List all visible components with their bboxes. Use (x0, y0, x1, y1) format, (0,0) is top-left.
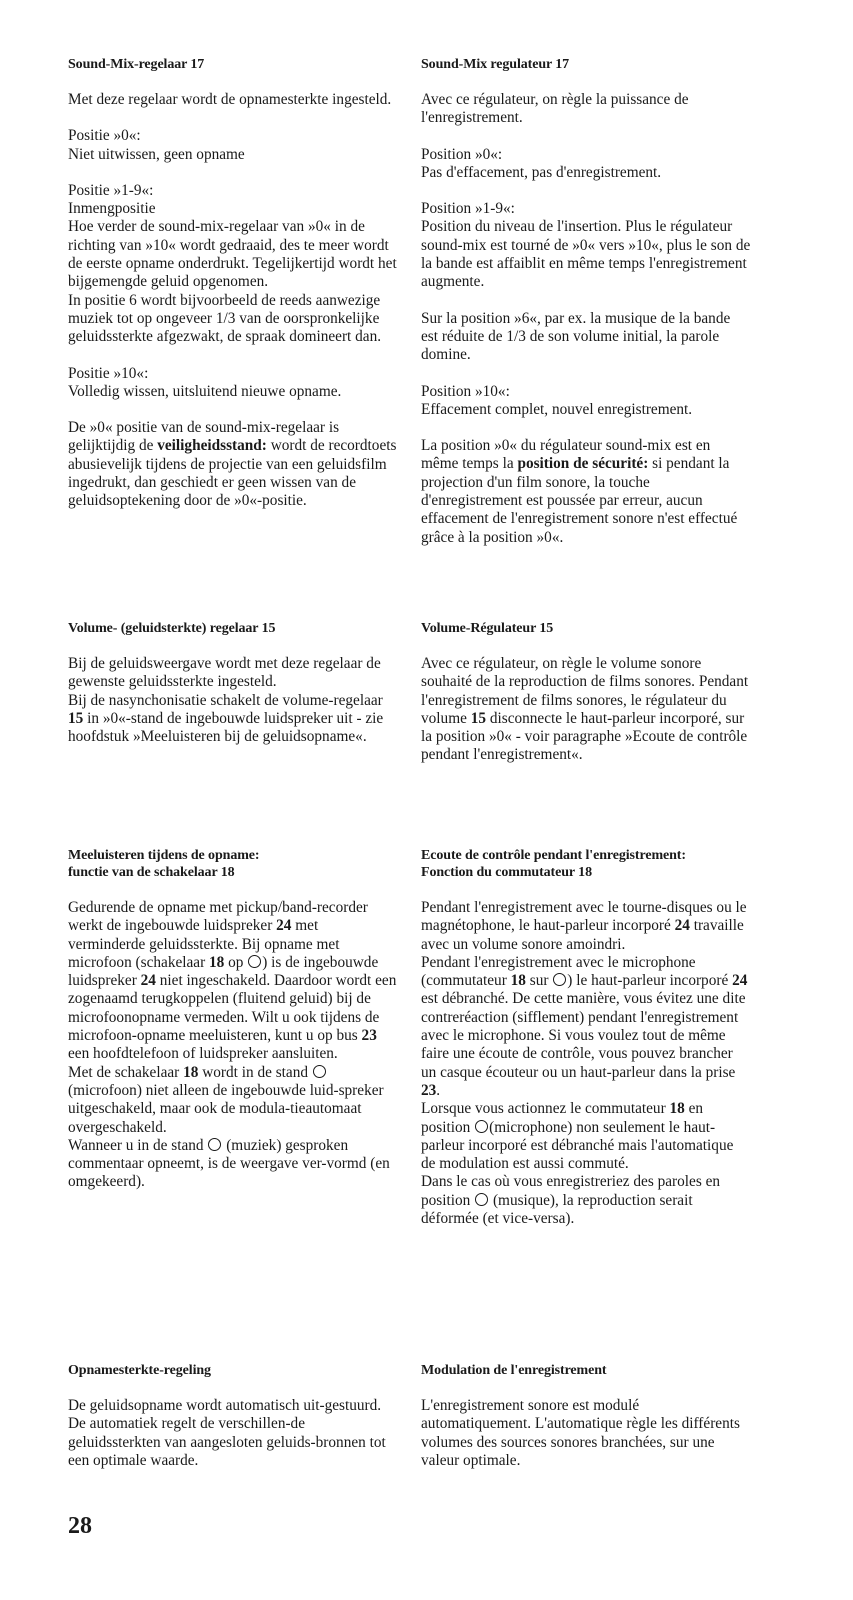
fr-volume-text-1: Avec ce régulateur, on règle le volume sonore souhaité de la reproduction de films sonores. Pendant l'enregistrement de films sonores, le régulateur du volume (421, 655, 749, 727)
nl-position-0-text: Niet uitwissen, geen opname (68, 145, 245, 163)
nl-monitoring-text (68, 899, 398, 1192)
nl-position-10-text: Volledig wissen, uitsluitend nieuwe opname. (68, 382, 342, 400)
fr-mon-t7: . (436, 1081, 441, 1099)
fr-mon-t6: est débranché. De cette manière, vous évitez une dite contreréaction (sifflement) pendant l'enregistrement avec le microphone. Si vous voulez tout de même faire une écoute de contrôle, vous pouvez brancher un casque écouteur ou un haut-parleur dans la prise (421, 990, 746, 1081)
fr-position-0-label: Position »0«: (421, 145, 503, 163)
nl-mon-t6: een hoofdtelefoon of luidspreker aansluiten. (68, 1045, 338, 1063)
nl-recording-level-text: De geluidsopname wordt automatisch uit-gestuurd. De automatiek regelt de verschillen-de geluidssterkten van aangesloten geluids-bronnen tot een optimale waarde. (68, 1397, 386, 1469)
nl-position-1-9 (68, 182, 398, 347)
fr-mon-t5: ) le haut-parleur incorporé (567, 972, 733, 990)
music-symbol-icon (208, 1138, 221, 1151)
fr-monitoring-title (421, 847, 751, 881)
fr-volume-ref-15: 15 (470, 709, 487, 727)
nl-sound-mix-title: Sound-Mix-regelaar 17 (68, 57, 205, 72)
nl-monitoring-section (68, 847, 398, 1210)
fr-mon-t10: (microphone) non seulement le haut-parleur incorporé est débranché mais l'automatique de modulation est aussi commuté. (421, 1118, 734, 1173)
nl-safety-text-2: wordt de recordtoets abusievelijk tijdens de projectie van een geluidsfilm ingedrukt, dan geschiedt er geen wissen van de geluidsoptekening door de »0«-positie. (68, 437, 397, 510)
fr-volume-text (421, 655, 751, 765)
fr-mon-b5: 18 (669, 1100, 685, 1118)
fr-monitoring-text (421, 899, 751, 1228)
nl-volume-line2-a: Bij de nasynchonisatie schakelt de volume-regelaar (68, 691, 383, 709)
nl-mon-b3: 24 (140, 972, 156, 990)
nl-volume-section (68, 620, 398, 764)
fr-monitoring-section (421, 847, 751, 1246)
nl-mon-t10: Wanneer u in de stand (68, 1136, 208, 1154)
nl-safety-paragraph (68, 419, 398, 510)
fr-mon-t4: sur (525, 972, 553, 990)
fr-mon-t2: travaille avec un volume sonore amoindri. (421, 917, 744, 953)
fr-position-1-9-label: Position »1-9«: (421, 200, 515, 218)
nl-position-0 (68, 127, 398, 164)
microphone-symbol-icon (248, 955, 261, 968)
nl-sound-mix-section (68, 56, 398, 529)
fr-position-10-text: Effacement complet, nouvel enregistrement. (421, 400, 693, 418)
nl-mon-t7: Met de schakelaar (68, 1063, 184, 1081)
fr-monitoring-title-line2: Fonction du commutateur 18 (421, 865, 592, 880)
fr-sound-mix-intro: Avec ce régulateur, on règle la puissance de l'enregistrement. (421, 91, 689, 127)
fr-mon-t8: Lorsque vous actionnez le commutateur (421, 1100, 670, 1118)
fr-sound-mix-title: Sound-Mix regulateur 17 (421, 57, 570, 72)
fr-position-0 (421, 146, 751, 183)
fr-mon-t9: en position (421, 1100, 704, 1136)
nl-volume-ref-15: 15 (68, 709, 84, 727)
nl-safety-text-1: De »0« positie van de sound-mix-regelaar is gelijktijdig de (68, 419, 340, 455)
nl-volume-text (68, 655, 398, 746)
nl-mon-b5: 18 (183, 1063, 199, 1081)
nl-volume-line1: Bij de geluidsweergave wordt met deze regelaar de gewenste geluidssterkte ingesteld. (68, 655, 381, 691)
nl-mon-b4: 23 (361, 1027, 377, 1045)
nl-recording-level-section (68, 1362, 398, 1488)
fr-mon-b4: 23 (421, 1081, 437, 1099)
fr-position-10-label: Position »10«: (421, 382, 510, 400)
nl-monitoring-title (68, 847, 398, 881)
fr-position-0-text: Pas d'effacement, pas d'enregistrement. (421, 163, 662, 181)
nl-safety-bold: veiligheidsstand: (157, 437, 267, 455)
fr-safety-text-1: La position »0« du régulateur sound-mix est en même temps la (421, 437, 711, 473)
nl-sound-mix-intro: Met deze regelaar wordt de opnamesterkte ingesteld. (68, 91, 392, 108)
fr-safety-bold: position de sécurité: (517, 455, 649, 473)
fr-safety-paragraph (421, 437, 751, 547)
fr-mon-b3: 24 (732, 972, 748, 990)
fr-safety-text-2: si pendant la projection d'un film sonore, la touche d'enregistrement est poussée par erreur, aucun effacement de l'enregistrement sonore n'est effectué grâce à la position »0«. (421, 455, 738, 546)
fr-recording-level-section (421, 1362, 751, 1488)
nl-mon-t9: (microfoon) niet alleen de ingebouwde luid-spreker uitgeschakeld, maar ook de modula-tieautomaat overgeschakeld. (68, 1081, 384, 1136)
fr-mon-t12: (musique), la reproduction serait déformée (et vice-versa). (421, 1191, 693, 1228)
nl-mon-t5: niet ingeschakeld. Daardoor wordt een zogenaamd terugkoppelen (fluitend geluid) bij de microfoonopname vermeden. Wilt u ook tijdens de microfoon-opname meeluisteren, kunt u op bus (68, 972, 397, 1045)
nl-recording-level-title: Opnamesterkte-regeling (68, 1363, 211, 1378)
fr-mon-t1: Pendant l'enregistrement avec le tourne-disques ou le magnétophone, le haut-parleur incorporé (421, 899, 747, 935)
nl-volume-title: Volume- (geluidsterkte) regelaar 15 (68, 621, 276, 636)
fr-mon-t3: Pendant l'enregistrement avec le microphone (commutateur (421, 953, 696, 990)
nl-position-10 (68, 365, 398, 402)
nl-position-1-9-line1: Inmengpositie (68, 200, 156, 218)
music-symbol-icon (475, 1193, 488, 1206)
nl-monitoring-title-line2: functie van de schakelaar 18 (68, 865, 235, 880)
fr-position-10 (421, 383, 751, 420)
nl-position-10-label: Positie »10«: (68, 364, 149, 382)
nl-position-1-9-line2: Hoe verder de sound-mix-regelaar van »0« in de richting van »10« wordt gedraaid, des te meer wordt de eerste opname onderdrukt. Tegelijkertijd wordt het bijgemengde geluid opgenomen. (68, 218, 397, 291)
nl-position-0-label: Positie »0«: (68, 127, 141, 145)
microphone-symbol-icon (553, 973, 566, 986)
microphone-symbol-icon (313, 1065, 326, 1078)
fr-position-6: Sur la position »6«, par ex. la musique de la bande est réduite de 1/3 de son volume initial, la parole domine. (421, 309, 731, 364)
nl-mon-t2: met verminderde geluidssterkte. Bij opname met microfoon (schakelaar (68, 917, 340, 971)
fr-recording-level-text: L'enregistrement sonore est modulé automatiquement. L'automatique règle les différents volumes des sources sonores branchées, sur une valeur optimale. (421, 1397, 740, 1469)
fr-volume-section (421, 620, 751, 783)
nl-mon-t11: (muziek) gesproken commentaar opneemt, is de weergave ver-vormd (en omgekeerd). (68, 1136, 390, 1191)
fr-position-1-9 (421, 200, 751, 291)
nl-volume-line2-b: in »0«-stand de ingebouwde luidspreker uit - zie hoofdstuk »Meeluisteren bij de geluidsopname«. (68, 709, 384, 746)
fr-recording-level-title: Modulation de l'enregistrement (421, 1363, 607, 1378)
nl-position-1-9-line3: In positie 6 wordt bijvoorbeeld de reeds aanwezige muziek tot op ongeveer 1/3 van de oorspronkelijke geluidssterkte afgezwakt, de spraak domineert dan. (68, 291, 382, 346)
nl-mon-b1: 24 (276, 917, 292, 935)
nl-monitoring-title-line1: Meeluisteren tijdens de opname: (68, 848, 260, 863)
nl-mon-t4: ) is de ingebouwde luidspreker (68, 953, 379, 990)
fr-mon-b1: 24 (674, 917, 690, 935)
nl-mon-t8: wordt in de stand (198, 1063, 312, 1081)
page-number: 28 (68, 1513, 92, 1539)
fr-monitoring-title-line1: Ecoute de contrôle pendant l'enregistrement: (421, 848, 686, 863)
nl-mon-b2: 18 (209, 953, 225, 971)
fr-volume-text-2: disconnecte le haut-parleur incorporé, sur la position »0« - voir paragraphe »Ecoute de contrôle pendant l'enregistrement«. (421, 709, 748, 764)
nl-mon-t3: op (224, 953, 248, 971)
microphone-symbol-icon (475, 1120, 488, 1133)
fr-mon-b2: 18 (510, 972, 526, 990)
fr-sound-mix-section (421, 56, 751, 565)
fr-position-1-9-text: Position du niveau de l'insertion. Plus le régulateur sound-mix est tourné de »0« vers »10«, plus le son de la bande est affaiblit en même temps l'enregistrement augmente. (421, 218, 751, 291)
nl-mon-t1: Gedurende de opname met pickup/band-recorder werkt de ingebouwde luidspreker (68, 899, 368, 935)
fr-mon-t11: Dans le cas où vous enregistreriez des paroles en position (421, 1173, 721, 1209)
fr-volume-title: Volume-Régulateur 15 (421, 621, 554, 636)
nl-position-1-9-label: Positie »1-9«: (68, 181, 154, 199)
